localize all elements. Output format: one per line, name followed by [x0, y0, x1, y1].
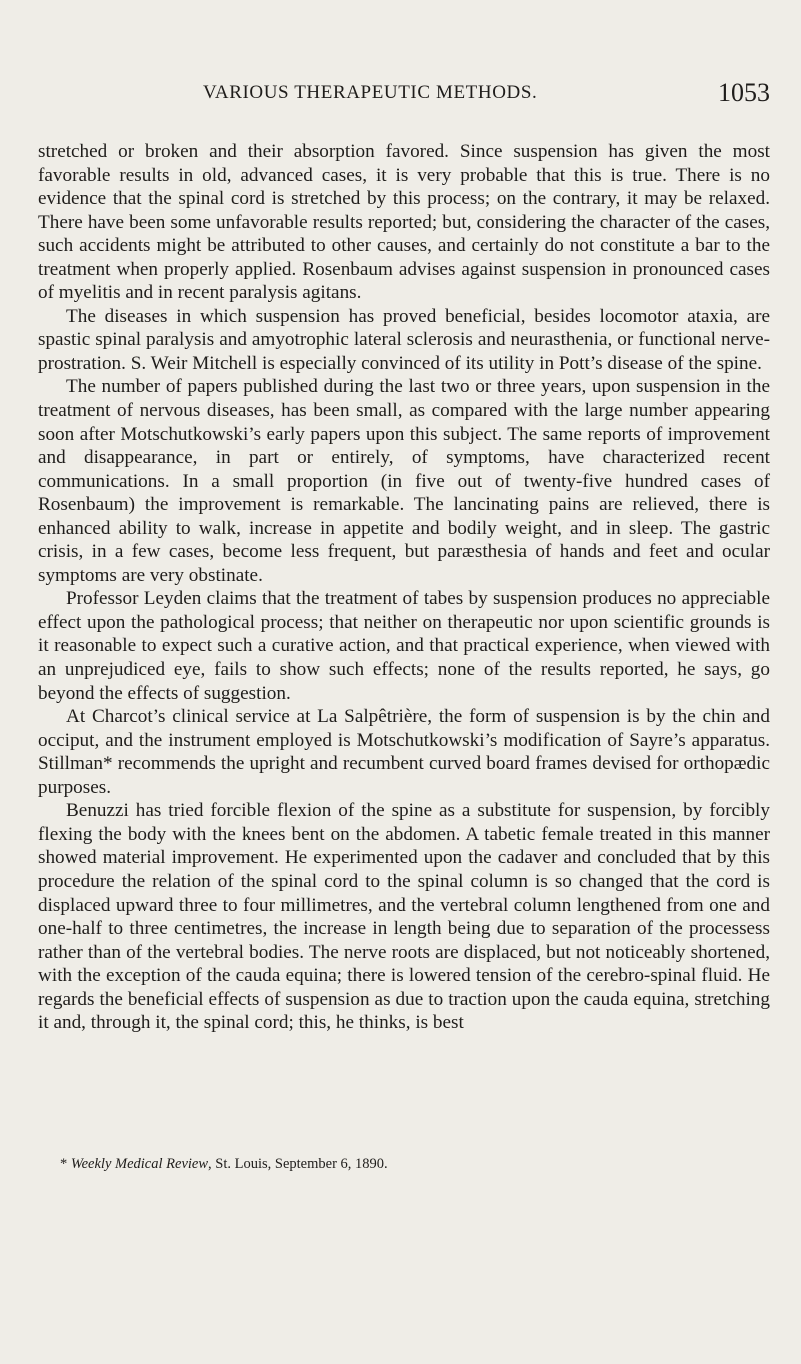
footnote-source: Weekly Medical Review: [70, 1156, 209, 1172]
running-title: VARIOUS THERAPEUTIC METHODS.: [203, 82, 538, 103]
paragraph-2: The diseases in which suspension has proved beneficial, besides locomotor ataxia, are spastic spinal paralysis and amyotrophic lateral sclerosis and neurasthenia, or functional nerve-prostration. S. Weir Mitchell is especially convinced of its utility in Pott’s disease of the spine.: [38, 305, 770, 374]
running-head: [38, 78, 770, 110]
paragraph-6: Benuzzi has tried forcible flexion of the spine as a substitute for suspension, by forcibly flexing the body with the knees bent on the abdomen. A tabetic female treated in this manner showed material improvement. He experimented upon the cadaver and concluded that by this procedure the relation of the spinal cord to the spinal column is so changed that the cord is displaced upward three to four millimetres, and the vertebral column lengthened from one and one-half to three centimetres, the increase in length being due to separation of the processess rather than of the vertebral bodies. The nerve roots are displaced, but not noticeably shortened, with the exception of the cauda equina; there is lowered tension of the cerebro-spinal fluid. He regards the beneficial effects of suspension as due to traction upon the cauda equina, stretching it and, through it, the spinal cord; this, he thinks, is best: [38, 800, 770, 1034]
page-number: 1053: [718, 78, 770, 107]
paragraph-5: At Charcot’s clinical service at La Salpêtrière, the form of suspension is by the chin and occiput, and the instrument employed is Motschutkowski’s modification of Sayre’s apparatus. Stillman* recommends the upright and recumbent curved board frames devised for orthopædic purposes.: [38, 706, 770, 798]
paragraph-1: stretched or broken and their absorption favored. Since suspension has given the most favorable results in old, advanced cases, it is very probable that this is true. There is no evidence that the spinal cord is stretched by this process; on the contrary, it may be relaxed. There have been some unfavorable results reported; but, considering the character of the cases, such accidents might be attributed to other causes, and certainly do not constitute a bar to the treatment when properly applied. Rosenbaum advises against suspension in pronounced cases of myelitis and in recent paralysis agitans.: [38, 141, 770, 304]
body-text: [38, 140, 770, 1035]
footnote: [60, 1155, 760, 1173]
paragraph-3: The number of papers published during the last two or three years, upon suspension in the treatment of nervous diseases, has been small, as compared with the large number appearing soon after Motschutkowski’s early papers upon this subject. The same reports of improvement and disappearance, in part or entirely, of symptoms, have characterized recent communications. In a small proportion (in five out of twenty-five hundred cases of Rosenbaum) the improvement is remarkable. The lancinating pains are relieved, there is enhanced ability to walk, increase in appetite and bodily weight, and in sleep. The gastric crisis, in a few cases, become less frequent, but paræsthesia of hands and feet and ocular symptoms are very obstinate.: [38, 376, 770, 586]
footnote-details: , St. Louis, September 6, 1890.: [208, 1156, 388, 1172]
paragraph-4: Professor Leyden claims that the treatment of tabes by suspension produces no appreciable effect upon the pathological process; that neither on therapeutic nor upon scientific grounds is it reasonable to expect such a curative action, and that practical experience, when viewed with an unprejudiced eye, fails to show such effects; none of the results reported, he says, go beyond the effects of suggestion.: [38, 588, 770, 704]
footnote-marker: *: [60, 1156, 68, 1172]
